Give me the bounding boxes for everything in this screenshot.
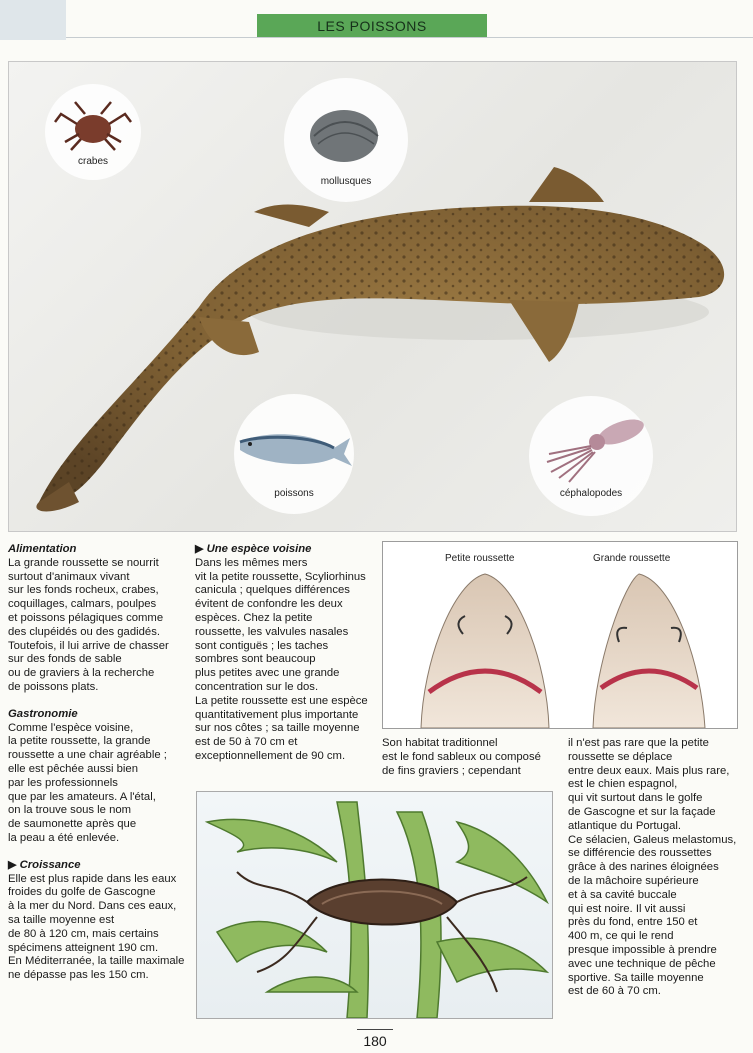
croissance-line: sa taille moyenne est bbox=[8, 913, 115, 926]
right-line: près du fond, entre 150 et bbox=[568, 916, 698, 929]
grande-roussette-label: Grande roussette bbox=[593, 553, 671, 564]
gastronomie-line: la peau a été enlevée. bbox=[8, 831, 120, 844]
espece-line: La petite roussette est une espèce bbox=[195, 694, 368, 707]
espece-line: Dans les mêmes mers bbox=[195, 556, 308, 569]
right-line: qui est noire. Il vit aussi bbox=[568, 902, 686, 915]
gastronomie-line: Comme l'espèce voisine, bbox=[8, 721, 134, 734]
gastronomie-line: roussette a une chair agréable ; bbox=[8, 749, 167, 762]
gastronomie-line: par les professionnels bbox=[8, 776, 118, 789]
alimentation-line: et poissons pélagiques comme bbox=[8, 611, 164, 624]
gastronomie-line: de saumonette après que bbox=[8, 818, 137, 831]
habitat-column bbox=[382, 737, 557, 778]
corner-tab bbox=[0, 0, 66, 40]
right-line: est de 60 à 70 cm. bbox=[568, 985, 661, 998]
right-line: de Gascogne et sur la façade bbox=[568, 805, 716, 818]
egg-case-seaweed-icon bbox=[197, 792, 552, 1018]
cephalopod-bubble bbox=[529, 396, 653, 516]
alimentation-line: coquillages, calmars, poulpes bbox=[8, 598, 157, 611]
croissance-heading bbox=[8, 859, 188, 873]
habitat-line: est le fond sableux ou composé bbox=[382, 750, 541, 763]
espece-line: quantitativement plus importante bbox=[195, 708, 359, 721]
right-line: entre deux eaux. Mais plus rare, bbox=[568, 764, 730, 777]
croissance-line: à la mer du Nord. Dans ces eaux, bbox=[8, 900, 177, 913]
alimentation-line: de poissons plats. bbox=[8, 680, 99, 693]
crab-bubble bbox=[45, 84, 141, 180]
espece-line: vit la petite roussette, Scyliorhinus bbox=[195, 570, 366, 583]
right-line: grâce à des narines éloignées bbox=[568, 861, 719, 874]
espece-line: évitent de confondre les deux bbox=[195, 598, 343, 611]
gastronomie-line: elle est pêchée aussi bien bbox=[8, 762, 139, 775]
page-number-rule bbox=[357, 1029, 393, 1030]
alimentation-line: des clupéidés ou des gadidés. bbox=[8, 625, 160, 638]
petite-roussette-label: Petite roussette bbox=[445, 553, 515, 564]
espece-line: sombres sont beaucoup bbox=[195, 653, 316, 666]
alimentation-line: sur les fonds rocheux, crabes, bbox=[8, 584, 159, 597]
right-line: de la mâchoire supérieure bbox=[568, 874, 699, 887]
mollusques-label: mollusques bbox=[320, 176, 372, 187]
alimentation-line: sur des fonds de sable bbox=[8, 653, 122, 666]
croissance-title: Croissance bbox=[19, 858, 81, 871]
espece-line: concentration sur le dos. bbox=[195, 680, 319, 693]
habitat-line: de fins graviers ; cependant bbox=[382, 764, 521, 777]
croissance-line: spécimens atteignent 190 cm. bbox=[8, 941, 159, 954]
right-line: et à sa cavité buccale bbox=[568, 888, 677, 901]
right-line: roussette se déplace bbox=[568, 750, 673, 763]
gastronomie-line: on la trouve sous le nom bbox=[8, 804, 132, 817]
espece-title: Une espèce voisine bbox=[206, 543, 312, 555]
espece-line: espèces. Chez la petite bbox=[195, 611, 313, 624]
espece-heading bbox=[195, 543, 380, 557]
egg-case-illustration bbox=[196, 791, 553, 1019]
crabes-label: crabes bbox=[77, 156, 108, 167]
croissance-line: Elle est plus rapide dans les eaux bbox=[8, 872, 177, 885]
espece-line: roussette, les valvules nasales bbox=[195, 625, 349, 638]
right-line: Ce sélacien, Galeus melastomus, bbox=[568, 833, 737, 846]
right-line: presque impossible à prendre bbox=[568, 943, 717, 956]
right-line: 400 m, ce qui le rend bbox=[568, 930, 674, 943]
espece-line: est de 50 à 70 cm et bbox=[195, 736, 298, 749]
croissance-line: En Méditerranée, la taille maximale bbox=[8, 955, 185, 968]
espece-line: exceptionnellement de 90 cm. bbox=[195, 749, 346, 762]
triangle-marker-icon: ▶ bbox=[195, 543, 204, 555]
croissance-line: ne dépasse pas les 150 cm. bbox=[8, 969, 149, 982]
poissons-label: poissons bbox=[274, 488, 314, 499]
mollusc-bubble bbox=[284, 78, 408, 202]
triangle-marker-icon: ▶ bbox=[8, 858, 17, 871]
alimentation-line: Toutefois, il lui arrive de chasser bbox=[8, 639, 169, 652]
gastronomie-line: que par les amateurs. A l'étal, bbox=[8, 790, 156, 803]
croissance-line: de 80 à 120 cm, mais certains bbox=[8, 927, 159, 940]
alimentation-line: La grande roussette se nourrit bbox=[8, 556, 159, 569]
fish-bubble bbox=[234, 394, 354, 514]
page-number: 180 bbox=[363, 1033, 387, 1049]
right-line: avec une technique de pêche bbox=[568, 957, 716, 970]
alimentation-line: ou de graviers à la recherche bbox=[8, 667, 155, 680]
espece-line: sont contiguës ; les taches bbox=[195, 639, 329, 652]
right-line: est le chien espagnol, bbox=[568, 778, 678, 791]
right-line: qui vit surtout dans le golfe bbox=[568, 792, 703, 805]
gastronomie-line: la petite roussette, la grande bbox=[8, 735, 151, 748]
espece-line: sur nos côtes ; sa taille moyenne bbox=[195, 722, 360, 735]
right-line: atlantique du Portugal. bbox=[568, 819, 682, 832]
gastronomie-heading: Gastronomie bbox=[8, 707, 78, 720]
cephalopodes-label: céphalopodes bbox=[559, 488, 623, 499]
croissance-line: froides du golfe de Gascogne bbox=[8, 886, 156, 899]
middle-column bbox=[195, 543, 380, 764]
right-line: il n'est pas rare que la petite bbox=[568, 737, 709, 749]
top-rule bbox=[66, 37, 753, 38]
section-header bbox=[257, 14, 487, 37]
section-title: LES POISSONS bbox=[317, 17, 427, 34]
left-column bbox=[8, 543, 188, 983]
espece-line: plus petites avec une grande bbox=[195, 667, 340, 680]
head-comparison-diagram bbox=[382, 541, 738, 729]
alimentation-heading: Alimentation bbox=[8, 543, 77, 555]
right-line: se différencie des roussettes bbox=[568, 847, 712, 860]
alimentation-line: surtout d'animaux vivant bbox=[8, 570, 130, 583]
right-column bbox=[568, 737, 748, 999]
habitat-line: Son habitat traditionnel bbox=[382, 737, 498, 749]
shark-heads-illustration bbox=[383, 542, 737, 728]
shark-photo bbox=[8, 61, 737, 532]
espece-line: canicula ; quelques différences bbox=[195, 584, 350, 597]
right-line: sportive. Sa taille moyenne bbox=[568, 971, 704, 984]
